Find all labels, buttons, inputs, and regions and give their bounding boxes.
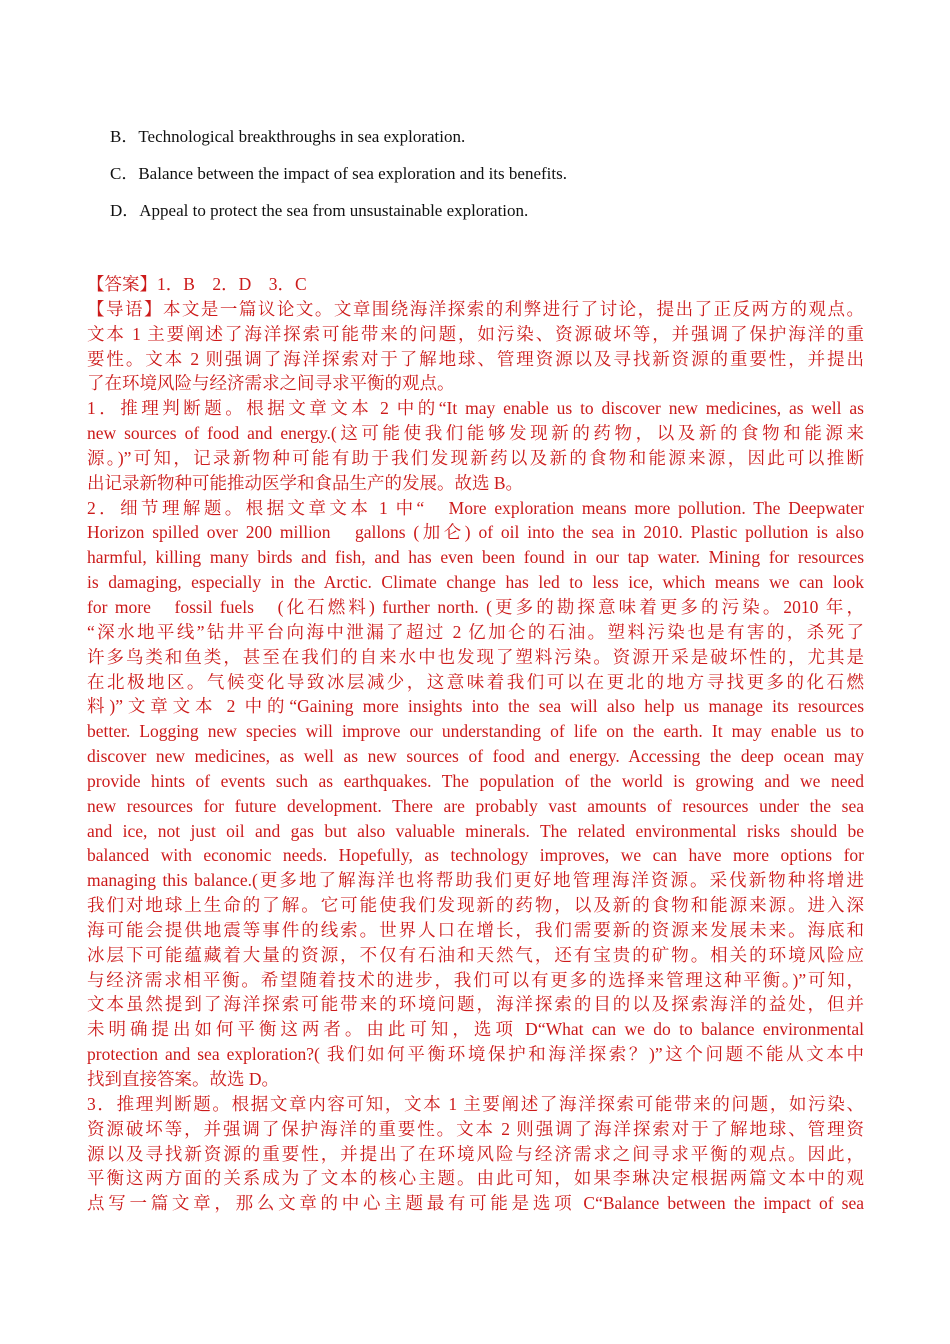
explanation-line: 资源破坏等，并强调了保护海洋的重要性。文本 2 则强调了海洋探索对于了解地球、管理资 [87, 1118, 864, 1139]
explanation-line: managing this balance.(更多地了解海洋也将帮助我们更好地管理海洋资源。采伐新物种将增进 [87, 870, 864, 891]
explanation-line: 点写一篇文章，那么文章的中心主题最有可能是选项 C“Balance between the impact of sea [87, 1193, 864, 1214]
option-c: C．Balance between the impact of sea exploration and its benefits. [110, 164, 567, 183]
explanation-line: Horizon spilled over 200 million gallons (加仑) of oil into the sea in 2010. Plastic pollution is also [87, 522, 864, 543]
explanation-line: is damaging, especially in the Arctic. Climate change has led to less ice, which means we can look [87, 572, 864, 593]
explanation-line: 文本 1 主要阐述了海洋探索可能带来的问题，如污染、资源破坏等，并强调了保护海洋的重 [87, 323, 864, 344]
explanation-line: balanced with economic needs. Hopefully, as technology improves, we can have more options for [87, 845, 864, 866]
explanation-line: 平衡这两方面的关系成为了文本的核心主题。由此可知，如果李琳决定根据两篇文本中的观 [87, 1168, 864, 1189]
explanation-line: 3．推理判断题。根据文章内容可知，文本 1 主要阐述了海洋探索可能带来的问题，如污染、 [87, 1093, 864, 1114]
explanation-line: 源。)”可知，记录新物种可能有助于我们发现新药以及新的食物和能源来源，因此可以推断 [87, 447, 864, 468]
explanation-line: 2．细节理解题。根据文章文本 1 中“ More exploration means more pollution. The Deepwater [87, 497, 864, 518]
explanation-line: discover new medicines, as well as new sources of food and energy. Accessing the deep ocean may [87, 746, 864, 767]
explanation-line: 未明确提出如何平衡这两者。由此可知，选项 D“What can we do to balance environmental [87, 1019, 864, 1040]
explanation-line: protection and sea exploration?( 我们如何平衡环境保护和海洋探索？)”这个问题不能从文本中 [87, 1044, 864, 1065]
explanation-line: “深水地平线”钻井平台向海中泄漏了超过 2 亿加仑的石油。塑料污染也是有害的，杀死了 [87, 621, 864, 642]
explanation-line: new resources for future development. There are probably vast amounts of resources under the sea [87, 795, 864, 816]
explanation-line: 【导语】本文是一篇议论文。文章围绕海洋探索的利弊进行了讨论，提出了正反两方的观点。 [87, 298, 864, 319]
explanation-line: 料)”文章文本 2 中的“Gaining more insights into the sea will also help us manage its resources [87, 696, 864, 717]
explanation-line: new sources of food and energy.(这可能使我们能够发现新的药物，以及新的食物和能源来 [87, 423, 864, 444]
explanation-line: 出记录新物种可能推动医学和食品生产的发展。故选 B。 [87, 472, 524, 493]
answer-key-line: 【答案】1．B 2．D 3．C [87, 274, 307, 294]
explanation-line: 冰层下可能蕴藏着大量的资源，不仅有石油和天然气，还有宝贵的矿物。相关的环境风险应 [87, 944, 864, 965]
explanation-line: better. Logging new species will improve our understanding of life on the earth. It may enable us to [87, 721, 864, 742]
explanation-line: 文本虽然提到了海洋探索可能带来的环境问题，海洋探索的目的以及探索海洋的益处，但并 [87, 994, 864, 1015]
explanation-line: 在北极地区。气候变化导致冰层减少，这意味着我们可以在更北的地方寻找更多的化石燃 [87, 671, 864, 692]
explanation-line: 了在环境风险与经济需求之间寻求平衡的观点。 [87, 373, 455, 394]
explanation-line: 与经济需求相平衡。希望随着技术的进步，我们可以有更多的选择来管理这种平衡。)”可知， [87, 969, 864, 990]
explanation-line: 许多鸟类和鱼类，甚至在我们的自来水中也发现了塑料污染。资源开采是破坏性的，尤其是 [87, 646, 864, 667]
explanation-line: harmful, killing many birds and fish, and has even been found in our tap water. Mining for resources [87, 547, 864, 568]
explanation-line: and ice, not just oil and gas but also valuable minerals. The related environmental risks should be [87, 820, 864, 841]
explanation-line: provide hints of events such as earthquakes. The population of the world is growing and we need [87, 770, 864, 791]
answer-options [110, 125, 870, 236]
explanation-line: 找到直接答案。故选 D。 [87, 1069, 280, 1089]
explanation-line: 1．推理判断题。根据文章文本 2 中的“It may enable us to discover new medicines, as well as [87, 398, 864, 419]
explanation-line: for more fossil fuels (化石燃料) further north. (更多的勘探意味着更多的污染。2010 年， [87, 596, 864, 617]
explanation-line: 源以及寻找新资源的重要性，并提出了在环境风险与经济需求之间寻求平衡的观点。因此， [87, 1143, 864, 1164]
explanation-line: 我们对地球上生命的了解。它可能使我们发现新的药物，以及新的食物和能源来源。进入深 [87, 895, 864, 916]
explanation-line: 海可能会提供地震等事件的线索。世界人口在增长，我们需要新的资源来发展未来。海底和 [87, 919, 864, 940]
answer-explanation [87, 272, 864, 1216]
explanation-line: 要性。文本 2 则强调了海洋探索对于了解地球、管理资源以及寻找新资源的重要性，并提出 [87, 348, 864, 369]
option-d: D．Appeal to protect the sea from unsustainable exploration. [110, 201, 529, 220]
option-b: B．Technological breakthroughs in sea exploration. [110, 127, 466, 146]
